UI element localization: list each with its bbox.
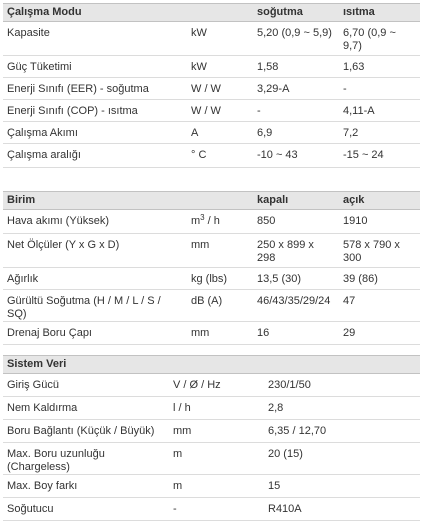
header-cell: soğutma [253, 4, 339, 22]
spec-value: 1910 [339, 210, 420, 234]
system-data-table [3, 355, 420, 521]
table-row [3, 290, 420, 322]
spec-label: Kapasite [3, 22, 187, 56]
spec-value: 2,8 [264, 397, 420, 420]
spec-unit: ° C [187, 144, 253, 168]
spec-label: Güç Tüketimi [3, 56, 187, 78]
table-row [3, 322, 420, 345]
unit-table [3, 191, 420, 345]
spec-unit: m [169, 475, 264, 498]
spec-label: Net Ölçüler (Y x G x D) [3, 234, 187, 268]
spec-unit: kW [187, 22, 253, 56]
spec-value: 850 [253, 210, 339, 234]
header-cell: Birim [3, 192, 187, 210]
spec-value: 46/43/35/29/24 [253, 290, 339, 322]
spec-value: 230/1/50 [264, 374, 420, 397]
spec-label: Soğutucu [3, 498, 169, 521]
header-cell [187, 4, 253, 22]
spec-label: Hava akımı (Yüksek) [3, 210, 187, 234]
spec-unit: - [169, 498, 264, 521]
header-cell: kapalı [253, 192, 339, 210]
spec-value: - [253, 100, 339, 122]
spec-label: Max. Boru uzunluğu (Chargeless) [3, 443, 169, 475]
spec-label: Çalışma aralığı [3, 144, 187, 168]
spec-label: Drenaj Boru Çapı [3, 322, 187, 345]
spec-label: Enerji Sınıfı (COP) - ısıtma [3, 100, 187, 122]
header-cell: açık [339, 192, 420, 210]
spec-label: Çalışma Akımı [3, 122, 187, 144]
spec-value: 250 x 899 x 298 [253, 234, 339, 268]
spec-label: Boru Bağlantı (Küçük / Büyük) [3, 420, 169, 443]
spec-label: Gürültü Soğutma (H / M / L / S / SQ) [3, 290, 187, 322]
table-header [3, 4, 420, 22]
table-row [3, 56, 420, 78]
spec-unit: mm [169, 420, 264, 443]
header-cell [187, 192, 253, 210]
spec-value: 29 [339, 322, 420, 345]
table-row [3, 122, 420, 144]
spec-unit: kg (lbs) [187, 268, 253, 290]
spec-value: 6,70 (0,9 ~ 9,7) [339, 22, 420, 56]
spec-unit: dB (A) [187, 290, 253, 322]
spec-value: 13,5 (30) [253, 268, 339, 290]
table-row [3, 144, 420, 168]
table-header [3, 192, 420, 210]
spec-value: 7,2 [339, 122, 420, 144]
spec-value: 1,63 [339, 56, 420, 78]
spec-unit: kW [187, 56, 253, 78]
spec-value: 4,11-A [339, 100, 420, 122]
spec-unit: $m^3$ / h [187, 210, 253, 234]
table-row [3, 234, 420, 268]
spec-value: 578 x 790 x 300 [339, 234, 420, 268]
header-cell: Çalışma Modu [3, 4, 187, 22]
table-row [3, 420, 420, 443]
table-row [3, 210, 420, 234]
header-cell [169, 356, 264, 374]
spec-value: 39 (86) [339, 268, 420, 290]
table-row [3, 78, 420, 100]
spec-unit: l / h [169, 397, 264, 420]
table-row [3, 374, 420, 397]
spec-value: 47 [339, 290, 420, 322]
spec-value: 1,58 [253, 56, 339, 78]
spec-label: Max. Boy farkı [3, 475, 169, 498]
spec-value: 20 (15) [264, 443, 420, 475]
spec-value: 5,20 (0,9 ~ 5,9) [253, 22, 339, 56]
table-row [3, 22, 420, 56]
spec-label: Ağırlık [3, 268, 187, 290]
spec-value: 6,9 [253, 122, 339, 144]
spec-value: 6,35 / 12,70 [264, 420, 420, 443]
operating-mode-table [3, 3, 420, 168]
spec-value: 16 [253, 322, 339, 345]
header-cell: ısıtma [339, 4, 420, 22]
spec-value: - [339, 78, 420, 100]
spec-value: -15 ~ 24 [339, 144, 420, 168]
spec-label: Nem Kaldırma [3, 397, 169, 420]
table-header [3, 356, 420, 374]
header-cell: Sistem Veri [3, 356, 169, 374]
spec-label: Enerji Sınıfı (EER) - soğutma [3, 78, 187, 100]
table-row [3, 498, 420, 521]
spec-value: R410A [264, 498, 420, 521]
table-row [3, 268, 420, 290]
header-cell [264, 356, 420, 374]
spec-label: Giriş Gücü [3, 374, 169, 397]
table-row [3, 443, 420, 475]
spec-unit: W / W [187, 100, 253, 122]
spec-value: -10 ~ 43 [253, 144, 339, 168]
spec-unit: mm [187, 322, 253, 345]
table-row [3, 397, 420, 420]
spec-unit: W / W [187, 78, 253, 100]
spec-unit: mm [187, 234, 253, 268]
table-row [3, 475, 420, 498]
spec-value: 3,29-A [253, 78, 339, 100]
spec-value: 15 [264, 475, 420, 498]
spec-unit: V / Ø / Hz [169, 374, 264, 397]
table-row [3, 100, 420, 122]
spec-unit: m [169, 443, 264, 475]
spec-unit: A [187, 122, 253, 144]
